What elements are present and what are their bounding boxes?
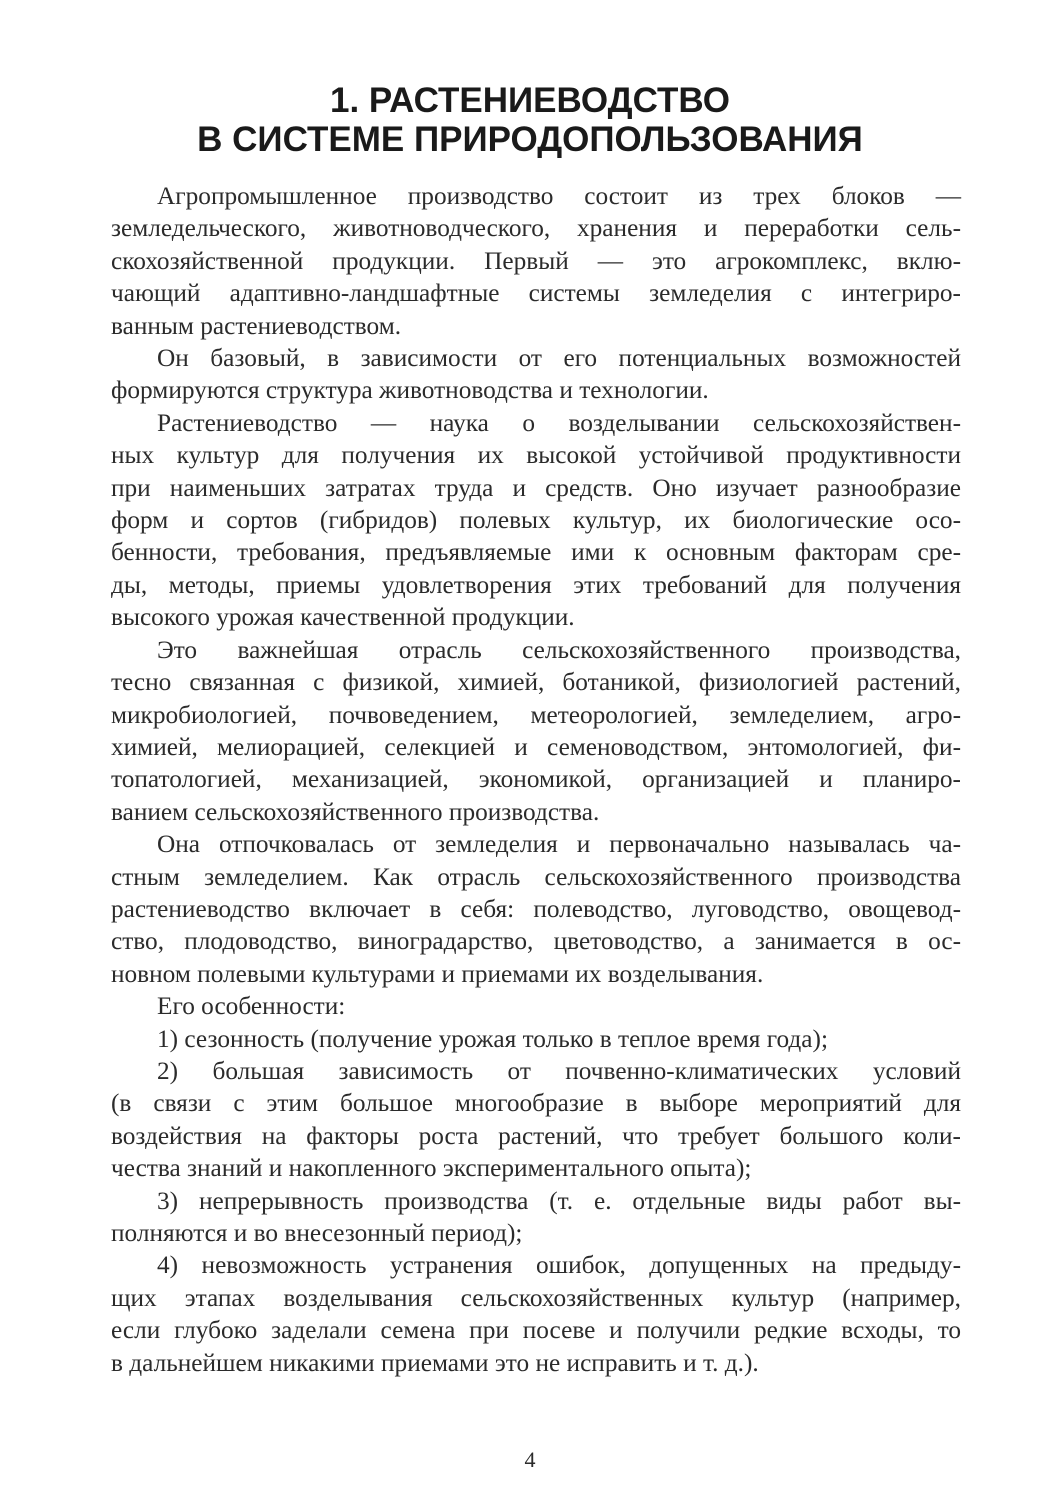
- paragraph-line: Агропромышленное производство состоит из трех блоков —: [157, 182, 961, 210]
- paragraph-line: стным земледелием. Как отрасль сельскохозяйственного производства: [111, 862, 961, 891]
- paragraph-line: при наименьших затратах труда и средств. Оно изучает разнообразие: [111, 473, 961, 502]
- paragraph-line: в дальнейшем никакими приемами это не исправить и т. д.).: [111, 1348, 759, 1377]
- paragraph-line: ванием сельскохозяйственного производства.: [111, 797, 600, 826]
- paragraph: [111, 342, 961, 407]
- paragraph-line: Его особенности:: [157, 992, 346, 1021]
- paragraph-line: чества знаний и накопленного экспериментального опыта);: [111, 1154, 752, 1183]
- paragraph: [111, 828, 961, 990]
- paragraph-line: растениеводство включает в себя: полеводство, луговодство, овощевод-: [111, 894, 961, 923]
- paragraph-line: полняются и во внесезонный период);: [111, 1219, 523, 1247]
- body-text: [111, 180, 961, 1379]
- paragraph-line: щих этапах возделывания сельскохозяйственных культур (например,: [111, 1283, 961, 1312]
- paragraph: [111, 407, 961, 634]
- paragraph-line: новном полевыми культурами и приемами их возделывания.: [111, 959, 764, 988]
- paragraph-line: ство, плодоводство, виноградарство, цветоводство, а занимается в ос-: [111, 927, 961, 956]
- paragraph-line: химией, мелиорацией, селекцией и семеноводством, энтомологией, фи-: [111, 732, 961, 761]
- paragraph: [111, 1023, 961, 1055]
- paragraph-line: ных культур для получения их высокой устойчивой продуктивности: [111, 441, 961, 470]
- paragraph: [111, 1055, 961, 1185]
- paragraph: [111, 1249, 961, 1379]
- paragraph-line: 4) невозможность устранения ошибок, допущенных на предыду-: [157, 1251, 961, 1280]
- paragraph-line: ванным растениеводством.: [111, 311, 402, 340]
- paragraph-line: (в связи с этим большое многообразие в выборе мероприятий для: [111, 1089, 961, 1118]
- paragraph: [111, 634, 961, 828]
- paragraph-line: форм и сортов (гибридов) полевых культур, их биологические осо-: [111, 506, 961, 535]
- paragraph: [111, 180, 961, 342]
- paragraph-line: Это важнейшая отрасль сельскохозяйственного производства,: [157, 635, 961, 664]
- paragraph-line: Он базовый, в зависимости от его потенциальных возможностей: [157, 344, 961, 373]
- paragraph-line: 3) непрерывность производства (т. е. отдельные виды работ вы-: [157, 1186, 961, 1215]
- chapter-title-line-2: В СИСТЕМЕ ПРИРОДОПОЛЬЗОВАНИЯ: [197, 120, 863, 159]
- paragraph-line: микробиологией, почвоведением, метеорологией, земледелием, агро-: [111, 700, 961, 729]
- paragraph-line: тесно связанная с физикой, химией, ботаникой, физиологией растений,: [111, 668, 961, 697]
- paragraph-line: земледельческого, животноводческого, хранения и переработки сель-: [111, 214, 961, 243]
- page-number: 4: [524, 1447, 536, 1472]
- paragraph-line: 2) большая зависимость от почвенно-климатических условий: [157, 1056, 961, 1085]
- paragraph-line: скохозяйственной продукции. Первый — это агрокомплекс, вклю-: [111, 246, 961, 275]
- paragraph-line: воздействия на факторы роста растений, что требует большого коли-: [111, 1121, 961, 1150]
- chapter-title-line-1: 1. РАСТЕНИЕВОДСТВО: [329, 81, 730, 120]
- paragraph-line: если глубоко заделали семена при посеве и получили редкие всходы, то: [111, 1316, 961, 1345]
- paragraph-line: ды, методы, приемы удовлетворения этих требований для получения: [111, 570, 961, 599]
- paragraph-line: топатологией, механизацией, экономикой, организацией и планиро-: [111, 765, 961, 794]
- paragraph: [111, 1185, 961, 1250]
- paragraph-line: Растениеводство — наука о возделывании сельскохозяйствен-: [157, 408, 961, 437]
- paragraph-line: 1) сезонность (получение урожая только в теплое время года);: [157, 1024, 828, 1053]
- paragraph-line: формируются структура животноводства и технологии.: [111, 376, 709, 405]
- paragraph-line: высокого урожая качественной продукции.: [111, 603, 575, 632]
- paragraph: [111, 990, 961, 1022]
- paragraph-line: Она отпочковалась от земледелия и первоначально называлась ча-: [157, 830, 961, 859]
- paragraph-line: чающий адаптивно-ландшафтные системы земледелия с интегриро-: [111, 279, 961, 308]
- paragraph-line: бенности, требования, предъявляемые ими к основным факторам сре-: [111, 538, 961, 567]
